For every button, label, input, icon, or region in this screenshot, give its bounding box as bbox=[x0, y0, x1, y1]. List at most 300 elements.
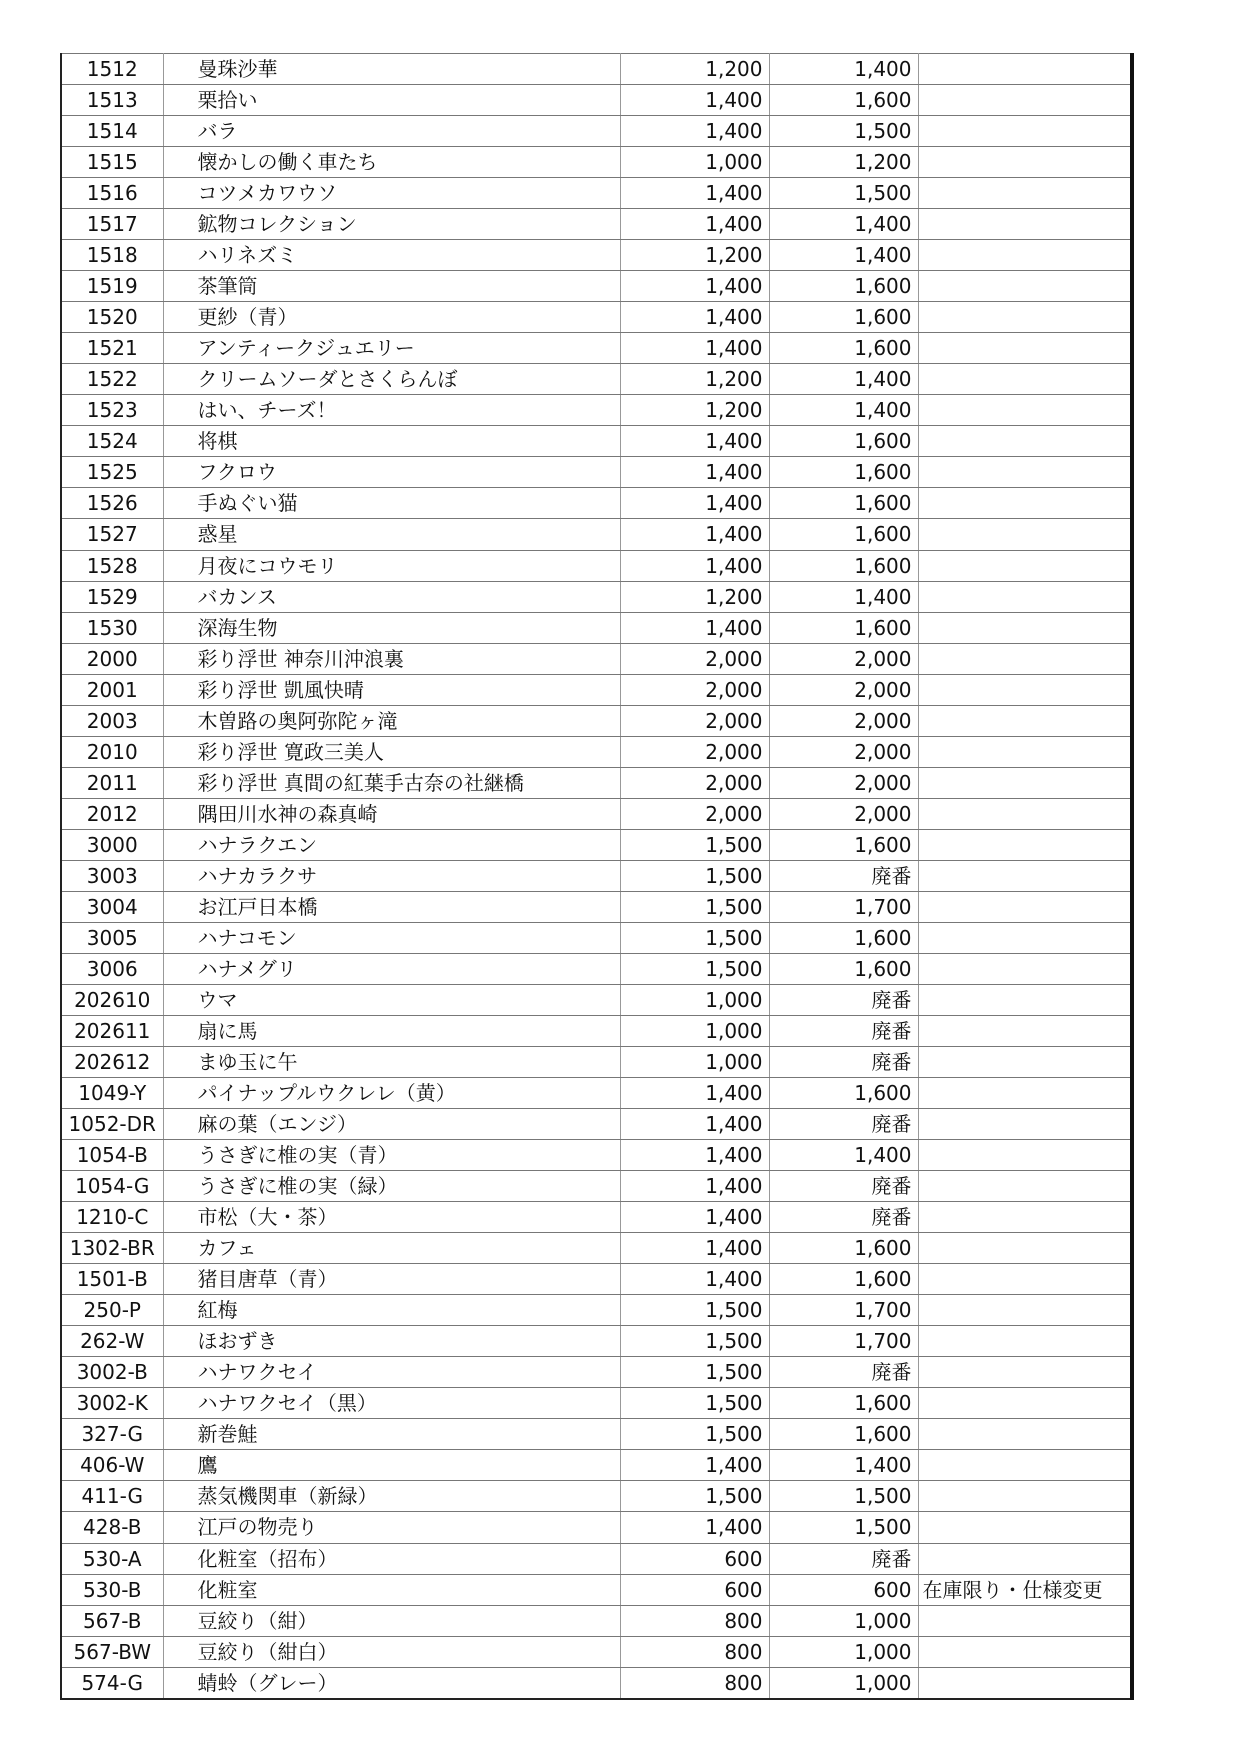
new-price-cell: 廃番 bbox=[769, 1543, 918, 1574]
remark-cell bbox=[918, 1636, 1132, 1667]
product-name-cell: 猪目唐草（青） bbox=[163, 1264, 620, 1295]
table-row bbox=[61, 457, 1132, 488]
product-name-cell: 彩り浮世 寛政三美人 bbox=[163, 736, 620, 767]
table-row bbox=[61, 209, 1132, 240]
new-price-cell: 1,600 bbox=[769, 85, 918, 116]
product-code-cell: 3002-B bbox=[61, 1357, 163, 1388]
product-name-cell: パイナップルウクレレ（黄） bbox=[163, 1078, 620, 1109]
new-price-cell: 1,400 bbox=[769, 209, 918, 240]
product-name-cell: 蜻蛉（グレー） bbox=[163, 1667, 620, 1699]
product-name-cell: 鉱物コレクション bbox=[163, 209, 620, 240]
old-price-cell: 2,000 bbox=[620, 767, 769, 798]
old-price-cell: 1,500 bbox=[620, 891, 769, 922]
product-name-cell: 更紗（青） bbox=[163, 302, 620, 333]
old-price-cell: 2,000 bbox=[620, 736, 769, 767]
table-row bbox=[61, 240, 1132, 271]
product-code-cell: 1522 bbox=[61, 364, 163, 395]
table-row bbox=[61, 1357, 1132, 1388]
old-price-cell: 1,200 bbox=[620, 581, 769, 612]
new-price-cell: 1,600 bbox=[769, 1419, 918, 1450]
product-code-cell: 2010 bbox=[61, 736, 163, 767]
new-price-cell: 1,400 bbox=[769, 1140, 918, 1171]
product-name-cell: 曼珠沙華 bbox=[163, 54, 620, 85]
remark-cell bbox=[918, 1326, 1132, 1357]
new-price-cell: 1,600 bbox=[769, 333, 918, 364]
product-name-cell: ほおずき bbox=[163, 1326, 620, 1357]
product-name-cell: お江戸日本橋 bbox=[163, 891, 620, 922]
table-row bbox=[61, 1295, 1132, 1326]
product-code-cell: 1519 bbox=[61, 271, 163, 302]
product-code-cell: 411-G bbox=[61, 1481, 163, 1512]
remark-cell bbox=[918, 674, 1132, 705]
old-price-cell: 1,400 bbox=[620, 1264, 769, 1295]
old-price-cell: 1,500 bbox=[620, 953, 769, 984]
new-price-cell: 2,000 bbox=[769, 705, 918, 736]
product-name-cell: 隅田川水神の森真崎 bbox=[163, 798, 620, 829]
table-row bbox=[61, 1140, 1132, 1171]
product-code-cell: 1523 bbox=[61, 395, 163, 426]
product-name-cell: 将棋 bbox=[163, 426, 620, 457]
product-name-cell: フクロウ bbox=[163, 457, 620, 488]
table-row bbox=[61, 54, 1132, 85]
remark-cell bbox=[918, 240, 1132, 271]
old-price-cell: 1,000 bbox=[620, 1047, 769, 1078]
product-code-cell: 1515 bbox=[61, 147, 163, 178]
product-name-cell: コツメカワウソ bbox=[163, 178, 620, 209]
product-code-cell: 1526 bbox=[61, 488, 163, 519]
old-price-cell: 1,000 bbox=[620, 984, 769, 1015]
new-price-cell: 1,500 bbox=[769, 1481, 918, 1512]
product-name-cell: 手ぬぐい猫 bbox=[163, 488, 620, 519]
old-price-cell: 1,200 bbox=[620, 54, 769, 85]
old-price-cell: 1,400 bbox=[620, 488, 769, 519]
old-price-cell: 1,400 bbox=[620, 1202, 769, 1233]
product-code-cell: 1513 bbox=[61, 85, 163, 116]
remark-cell bbox=[918, 1171, 1132, 1202]
new-price-cell: 1,600 bbox=[769, 1078, 918, 1109]
product-code-cell: 1521 bbox=[61, 333, 163, 364]
product-name-cell: ハナワクセイ bbox=[163, 1357, 620, 1388]
new-price-cell: 1,400 bbox=[769, 364, 918, 395]
product-code-cell: 3004 bbox=[61, 891, 163, 922]
remark-cell bbox=[918, 550, 1132, 581]
product-code-cell: 1514 bbox=[61, 116, 163, 147]
new-price-cell: 廃番 bbox=[769, 1171, 918, 1202]
product-code-cell: 1512 bbox=[61, 54, 163, 85]
remark-cell bbox=[918, 612, 1132, 643]
new-price-cell: 1,400 bbox=[769, 395, 918, 426]
old-price-cell: 1,200 bbox=[620, 395, 769, 426]
new-price-cell: 2,000 bbox=[769, 767, 918, 798]
new-price-cell: 1,600 bbox=[769, 922, 918, 953]
table-row bbox=[61, 1264, 1132, 1295]
old-price-cell: 1,400 bbox=[620, 1171, 769, 1202]
product-name-cell: ハナコモン bbox=[163, 922, 620, 953]
table-row bbox=[61, 1171, 1132, 1202]
table-row bbox=[61, 1419, 1132, 1450]
old-price-cell: 1,400 bbox=[620, 116, 769, 147]
old-price-cell: 1,500 bbox=[620, 860, 769, 891]
table-row bbox=[61, 674, 1132, 705]
new-price-cell: 2,000 bbox=[769, 736, 918, 767]
table-row bbox=[61, 1047, 1132, 1078]
remark-cell bbox=[918, 1233, 1132, 1264]
table-row bbox=[61, 1388, 1132, 1419]
new-price-cell: 1,400 bbox=[769, 240, 918, 271]
old-price-cell: 600 bbox=[620, 1543, 769, 1574]
product-code-cell: 2011 bbox=[61, 767, 163, 798]
product-code-cell: 567-B bbox=[61, 1605, 163, 1636]
old-price-cell: 1,000 bbox=[620, 147, 769, 178]
remark-cell bbox=[918, 1295, 1132, 1326]
table-row bbox=[61, 1512, 1132, 1543]
table-row bbox=[61, 85, 1132, 116]
remark-cell bbox=[918, 519, 1132, 550]
table-row bbox=[61, 1202, 1132, 1233]
new-price-cell: 1,600 bbox=[769, 519, 918, 550]
new-price-cell: 1,400 bbox=[769, 54, 918, 85]
new-price-cell: 1,500 bbox=[769, 116, 918, 147]
table-row bbox=[61, 891, 1132, 922]
product-name-cell: ハナメグリ bbox=[163, 953, 620, 984]
product-code-cell: 1518 bbox=[61, 240, 163, 271]
product-code-cell: 2003 bbox=[61, 705, 163, 736]
product-code-cell: 530-A bbox=[61, 1543, 163, 1574]
remark-cell bbox=[918, 829, 1132, 860]
table-row bbox=[61, 767, 1132, 798]
product-name-cell: はい、チーズ！ bbox=[163, 395, 620, 426]
new-price-cell: 1,700 bbox=[769, 1295, 918, 1326]
old-price-cell: 1,000 bbox=[620, 1015, 769, 1046]
table-row bbox=[61, 519, 1132, 550]
product-code-cell: 202612 bbox=[61, 1047, 163, 1078]
product-name-cell: 木曽路の奥阿弥陀ヶ滝 bbox=[163, 705, 620, 736]
product-code-cell: 2001 bbox=[61, 674, 163, 705]
product-code-cell: 1528 bbox=[61, 550, 163, 581]
remark-cell bbox=[918, 1109, 1132, 1140]
table-row bbox=[61, 581, 1132, 612]
new-price-cell: 1,600 bbox=[769, 550, 918, 581]
table-row bbox=[61, 271, 1132, 302]
product-name-cell: バカンス bbox=[163, 581, 620, 612]
new-price-cell: 1,000 bbox=[769, 1636, 918, 1667]
remark-cell bbox=[918, 643, 1132, 674]
new-price-cell: 1,700 bbox=[769, 1326, 918, 1357]
remark-cell bbox=[918, 984, 1132, 1015]
product-code-cell: 202610 bbox=[61, 984, 163, 1015]
old-price-cell: 2,000 bbox=[620, 674, 769, 705]
old-price-cell: 1,400 bbox=[620, 178, 769, 209]
old-price-cell: 800 bbox=[620, 1667, 769, 1699]
table-row bbox=[61, 116, 1132, 147]
remark-cell bbox=[918, 1047, 1132, 1078]
new-price-cell: 1,600 bbox=[769, 302, 918, 333]
new-price-cell: 2,000 bbox=[769, 798, 918, 829]
product-name-cell: 彩り浮世 真間の紅葉手古奈の社継橋 bbox=[163, 767, 620, 798]
table-row bbox=[61, 426, 1132, 457]
remark-cell bbox=[918, 581, 1132, 612]
table-row bbox=[61, 1667, 1132, 1699]
remark-cell bbox=[918, 54, 1132, 85]
remark-cell bbox=[918, 736, 1132, 767]
product-name-cell: 茶筆筒 bbox=[163, 271, 620, 302]
price-table bbox=[60, 53, 1134, 1700]
product-name-cell: バラ bbox=[163, 116, 620, 147]
old-price-cell: 1,400 bbox=[620, 1109, 769, 1140]
new-price-cell: 廃番 bbox=[769, 860, 918, 891]
new-price-cell: 1,600 bbox=[769, 1264, 918, 1295]
product-name-cell: うさぎに椎の実（青） bbox=[163, 1140, 620, 1171]
old-price-cell: 1,200 bbox=[620, 364, 769, 395]
table-row bbox=[61, 1326, 1132, 1357]
new-price-cell: 廃番 bbox=[769, 1047, 918, 1078]
old-price-cell: 1,400 bbox=[620, 1512, 769, 1543]
table-row bbox=[61, 550, 1132, 581]
new-price-cell: 1,600 bbox=[769, 1233, 918, 1264]
product-name-cell: ハナカラクサ bbox=[163, 860, 620, 891]
product-name-cell: 深海生物 bbox=[163, 612, 620, 643]
table-row bbox=[61, 1636, 1132, 1667]
table-row bbox=[61, 333, 1132, 364]
product-name-cell: 豆絞り（紺） bbox=[163, 1605, 620, 1636]
remark-cell bbox=[918, 85, 1132, 116]
remark-cell bbox=[918, 1512, 1132, 1543]
old-price-cell: 1,400 bbox=[620, 550, 769, 581]
new-price-cell: 1,600 bbox=[769, 426, 918, 457]
old-price-cell: 1,400 bbox=[620, 1450, 769, 1481]
old-price-cell: 1,500 bbox=[620, 1481, 769, 1512]
table-row bbox=[61, 302, 1132, 333]
new-price-cell: 600 bbox=[769, 1574, 918, 1605]
table-row bbox=[61, 953, 1132, 984]
table-row bbox=[61, 705, 1132, 736]
old-price-cell: 1,500 bbox=[620, 1419, 769, 1450]
old-price-cell: 2,000 bbox=[620, 798, 769, 829]
remark-cell bbox=[918, 271, 1132, 302]
table-row bbox=[61, 1481, 1132, 1512]
product-code-cell: 567-BW bbox=[61, 1636, 163, 1667]
product-name-cell: 鷹 bbox=[163, 1450, 620, 1481]
table-row bbox=[61, 147, 1132, 178]
old-price-cell: 600 bbox=[620, 1574, 769, 1605]
new-price-cell: 1,200 bbox=[769, 147, 918, 178]
product-name-cell: 扇に馬 bbox=[163, 1015, 620, 1046]
new-price-cell: 2,000 bbox=[769, 674, 918, 705]
old-price-cell: 1,500 bbox=[620, 1388, 769, 1419]
old-price-cell: 1,400 bbox=[620, 426, 769, 457]
old-price-cell: 1,400 bbox=[620, 1140, 769, 1171]
new-price-cell: 廃番 bbox=[769, 1015, 918, 1046]
remark-cell bbox=[918, 457, 1132, 488]
product-name-cell: 化粧室（招布） bbox=[163, 1543, 620, 1574]
product-name-cell: ハナワクセイ（黒） bbox=[163, 1388, 620, 1419]
remark-cell bbox=[918, 1388, 1132, 1419]
old-price-cell: 1,400 bbox=[620, 457, 769, 488]
product-name-cell: 月夜にコウモリ bbox=[163, 550, 620, 581]
old-price-cell: 1,500 bbox=[620, 922, 769, 953]
new-price-cell: 1,600 bbox=[769, 829, 918, 860]
new-price-cell: 廃番 bbox=[769, 984, 918, 1015]
product-name-cell: 彩り浮世 神奈川沖浪裏 bbox=[163, 643, 620, 674]
old-price-cell: 1,200 bbox=[620, 240, 769, 271]
old-price-cell: 1,400 bbox=[620, 519, 769, 550]
new-price-cell: 1,600 bbox=[769, 1388, 918, 1419]
product-code-cell: 1049-Y bbox=[61, 1078, 163, 1109]
table-row bbox=[61, 1015, 1132, 1046]
product-code-cell: 1501-B bbox=[61, 1264, 163, 1295]
table-row bbox=[61, 178, 1132, 209]
product-name-cell: 麻の葉（エンジ） bbox=[163, 1109, 620, 1140]
new-price-cell: 1,600 bbox=[769, 612, 918, 643]
product-name-cell: 市松（大・茶） bbox=[163, 1202, 620, 1233]
remark-cell bbox=[918, 860, 1132, 891]
remark-cell bbox=[918, 1605, 1132, 1636]
product-code-cell: 1054-B bbox=[61, 1140, 163, 1171]
product-code-cell: 262-W bbox=[61, 1326, 163, 1357]
remark-cell bbox=[918, 891, 1132, 922]
product-code-cell: 428-B bbox=[61, 1512, 163, 1543]
product-code-cell: 1210-C bbox=[61, 1202, 163, 1233]
product-name-cell: 懐かしの働く車たち bbox=[163, 147, 620, 178]
table-row bbox=[61, 798, 1132, 829]
product-name-cell: 彩り浮世 凱風快晴 bbox=[163, 674, 620, 705]
product-code-cell: 2000 bbox=[61, 643, 163, 674]
remark-cell bbox=[918, 1481, 1132, 1512]
product-name-cell: まゆ玉に午 bbox=[163, 1047, 620, 1078]
remark-cell bbox=[918, 178, 1132, 209]
product-name-cell: 惑星 bbox=[163, 519, 620, 550]
new-price-cell: 1,500 bbox=[769, 178, 918, 209]
old-price-cell: 1,400 bbox=[620, 1233, 769, 1264]
remark-cell bbox=[918, 1357, 1132, 1388]
remark-cell bbox=[918, 798, 1132, 829]
remark-cell bbox=[918, 426, 1132, 457]
remark-cell bbox=[918, 1264, 1132, 1295]
product-code-cell: 1302-BR bbox=[61, 1233, 163, 1264]
old-price-cell: 1,400 bbox=[620, 1078, 769, 1109]
product-code-cell: 1524 bbox=[61, 426, 163, 457]
remark-cell bbox=[918, 1202, 1132, 1233]
remark-cell bbox=[918, 488, 1132, 519]
new-price-cell: 廃番 bbox=[769, 1202, 918, 1233]
product-name-cell: 栗拾い bbox=[163, 85, 620, 116]
product-code-cell: 202611 bbox=[61, 1015, 163, 1046]
new-price-cell: 1,600 bbox=[769, 953, 918, 984]
table-row bbox=[61, 736, 1132, 767]
product-name-cell: 豆絞り（紺白） bbox=[163, 1636, 620, 1667]
product-code-cell: 1530 bbox=[61, 612, 163, 643]
product-code-cell: 406-W bbox=[61, 1450, 163, 1481]
product-code-cell: 574-G bbox=[61, 1667, 163, 1699]
new-price-cell: 1,400 bbox=[769, 581, 918, 612]
remark-cell bbox=[918, 1015, 1132, 1046]
remark-cell bbox=[918, 364, 1132, 395]
new-price-cell: 廃番 bbox=[769, 1357, 918, 1388]
remark-cell bbox=[918, 333, 1132, 364]
remark-cell bbox=[918, 953, 1132, 984]
product-code-cell: 3006 bbox=[61, 953, 163, 984]
remark-cell bbox=[918, 922, 1132, 953]
table-row bbox=[61, 1543, 1132, 1574]
old-price-cell: 1,400 bbox=[620, 85, 769, 116]
product-code-cell: 1525 bbox=[61, 457, 163, 488]
remark-cell bbox=[918, 116, 1132, 147]
remark-cell: 在庫限り・仕様変更 bbox=[918, 1574, 1132, 1605]
new-price-cell: 1,700 bbox=[769, 891, 918, 922]
product-code-cell: 2012 bbox=[61, 798, 163, 829]
table-row bbox=[61, 829, 1132, 860]
product-name-cell: ハナラクエン bbox=[163, 829, 620, 860]
product-name-cell: クリームソーダとさくらんぼ bbox=[163, 364, 620, 395]
product-name-cell: 江戸の物売り bbox=[163, 1512, 620, 1543]
new-price-cell: 1,600 bbox=[769, 488, 918, 519]
product-name-cell: アンティークジュエリー bbox=[163, 333, 620, 364]
new-price-cell: 1,000 bbox=[769, 1605, 918, 1636]
table-row bbox=[61, 1605, 1132, 1636]
table-row bbox=[61, 364, 1132, 395]
old-price-cell: 1,500 bbox=[620, 829, 769, 860]
old-price-cell: 800 bbox=[620, 1605, 769, 1636]
product-code-cell: 1516 bbox=[61, 178, 163, 209]
table-row bbox=[61, 1450, 1132, 1481]
old-price-cell: 1,500 bbox=[620, 1357, 769, 1388]
old-price-cell: 2,000 bbox=[620, 705, 769, 736]
product-name-cell: ハリネズミ bbox=[163, 240, 620, 271]
new-price-cell: 1,500 bbox=[769, 1512, 918, 1543]
table-row bbox=[61, 612, 1132, 643]
product-code-cell: 250-P bbox=[61, 1295, 163, 1326]
remark-cell bbox=[918, 209, 1132, 240]
old-price-cell: 1,400 bbox=[620, 271, 769, 302]
remark-cell bbox=[918, 1667, 1132, 1699]
remark-cell bbox=[918, 705, 1132, 736]
product-name-cell: 紅梅 bbox=[163, 1295, 620, 1326]
product-code-cell: 1520 bbox=[61, 302, 163, 333]
table-row bbox=[61, 395, 1132, 426]
product-code-cell: 1517 bbox=[61, 209, 163, 240]
table-row bbox=[61, 922, 1132, 953]
old-price-cell: 1,400 bbox=[620, 333, 769, 364]
product-name-cell: ウマ bbox=[163, 984, 620, 1015]
new-price-cell: 2,000 bbox=[769, 643, 918, 674]
remark-cell bbox=[918, 395, 1132, 426]
new-price-cell: 1,400 bbox=[769, 1450, 918, 1481]
old-price-cell: 1,400 bbox=[620, 612, 769, 643]
old-price-cell: 1,400 bbox=[620, 209, 769, 240]
old-price-cell: 800 bbox=[620, 1636, 769, 1667]
old-price-cell: 1,500 bbox=[620, 1326, 769, 1357]
new-price-cell: 1,600 bbox=[769, 271, 918, 302]
table-row bbox=[61, 488, 1132, 519]
old-price-cell: 2,000 bbox=[620, 643, 769, 674]
product-name-cell: カフェ bbox=[163, 1233, 620, 1264]
table-row bbox=[61, 1078, 1132, 1109]
remark-cell bbox=[918, 1450, 1132, 1481]
new-price-cell: 1,600 bbox=[769, 457, 918, 488]
product-name-cell: 蒸気機関車（新緑） bbox=[163, 1481, 620, 1512]
table-row bbox=[61, 984, 1132, 1015]
remark-cell bbox=[918, 1078, 1132, 1109]
table-row bbox=[61, 860, 1132, 891]
new-price-cell: 廃番 bbox=[769, 1109, 918, 1140]
product-code-cell: 3005 bbox=[61, 922, 163, 953]
product-code-cell: 530-B bbox=[61, 1574, 163, 1605]
product-name-cell: うさぎに椎の実（緑） bbox=[163, 1171, 620, 1202]
product-code-cell: 1529 bbox=[61, 581, 163, 612]
product-name-cell: 新巻鮭 bbox=[163, 1419, 620, 1450]
new-price-cell: 1,000 bbox=[769, 1667, 918, 1699]
product-code-cell: 3000 bbox=[61, 829, 163, 860]
